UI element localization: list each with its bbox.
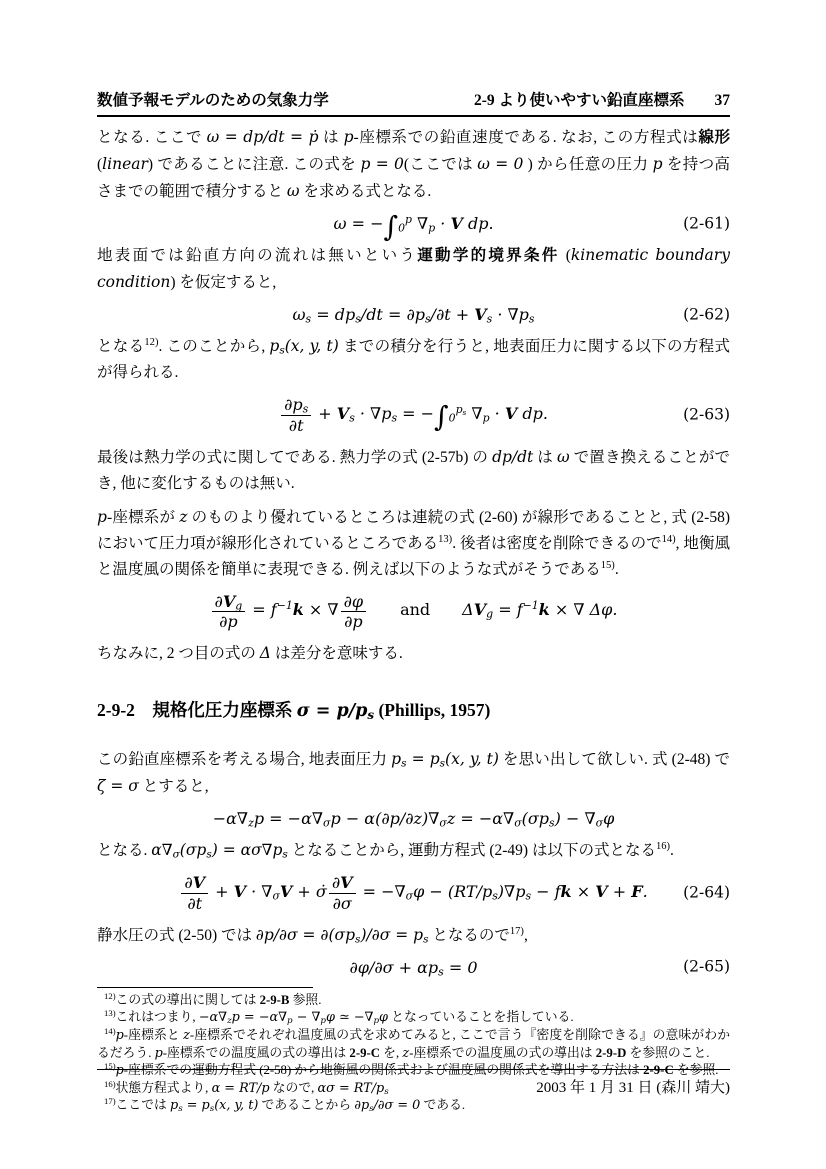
paragraph: となる$^{12)}$. このことから, $p_s(x$, y, t) までの積分を行うと, 地表面圧力に関する以下の方程式が得られる. xyxy=(97,337,730,382)
header-book-title: 数値予報モデルのための気象力学 xyxy=(97,92,329,109)
equation xyxy=(97,809,730,828)
footnote: $^{12)}$この式の導出に関しては 2-9-B 参照. xyxy=(104,991,322,1007)
page-header xyxy=(97,88,730,117)
paragraph: となる. $\alpha\nabla_\sigma(\sigma p_s) = \alpha\sigma\nabla p_s$ となることから, 運動方程式 (2-49) は以下の式となる$^{16)}$. xyxy=(97,841,674,861)
footnote: $^{16)}$状態方程式より, α = RT/p なので, $\alpha\sigma = RT/p_s$ xyxy=(104,1079,389,1098)
equation xyxy=(97,873,730,912)
paragraph: 静水圧の式 (2-50) では $\partial p/\partial\sigma = \partial(\sigma p_s)/\partial\sigma = p_s$ となるので$^{17)}$, xyxy=(97,925,528,946)
paragraph: 最後は熱力学の式に関してである. 熱力学の式 (2-57b) の dp/dt は ω で置き換えることができ, 他に変化するものは無い. xyxy=(97,447,730,492)
equation xyxy=(97,958,730,977)
header-right xyxy=(474,88,730,110)
page-number: 37 xyxy=(714,92,730,109)
paragraph: ちなみに, 2 つ目の式の Δ は差分を意味する. xyxy=(97,644,403,663)
page-footer xyxy=(97,1069,730,1097)
equation xyxy=(97,210,730,243)
header-section-title: 2-9 より使いやすい鉛直座標系 xyxy=(473,92,685,109)
paragraph: となる. ここで ω = dp/dt = ṗ は p-座標系での鉛直速度である. なお, この方程式は線形 (linear) であることに注意. この式を p = 0(ここでは ω = 0 ) から任意の圧力 p を持つ高さまでの範囲で積分すると ω を求める式となる. xyxy=(97,128,731,200)
footnote-separator-rule xyxy=(97,987,313,988)
paragraph: p-座標系が z のものより優れているところは連続の式 (2-60) が線形であることと, 式 (2-58) において圧力項が線形化されているところである$^{13)}$. 後者は密度を削除できるので$^{14)}$, 地衡風と温度風の関係を簡単に表現できる. 例えば以下のような式がそうである$^{15)}$. xyxy=(97,507,730,578)
equation-body: $\frac{\partial V_g}{\partial p}$ = $f^{-1}k$ × ∇ $\frac{\partial\varphi}{\partial p}$ and $\Delta V_g = f^{-1}k$ × ∇ Δφ. xyxy=(210,600,618,619)
footnote: $^{17)}$ここでは $p_s = p_s(x$, y, t) であることから $\partial p_s/\partial\sigma = 0$ である. xyxy=(104,1096,466,1115)
equation-body: $\omega = -\int_0^p$ $\nabla_p \cdot V$ dp. xyxy=(333,210,494,243)
equation-number: (2-62) xyxy=(683,305,730,324)
equation xyxy=(97,305,730,324)
equation-number: (2-65) xyxy=(683,957,730,976)
equation xyxy=(97,592,730,631)
section-heading: 2-9-2 規格化圧力座標系 $\sigma = p/p_s$ (Phillips, 1957) xyxy=(97,700,491,723)
footnote: $^{13)}$これはつまり, $-\alpha\nabla_zp = -\alpha\nabla_p - \nabla_p\varphi$ ≃ $-\nabla_p\varphi$ となっていることを指している. xyxy=(104,1008,574,1027)
document-body xyxy=(97,124,730,977)
equation-number: (2-61) xyxy=(683,214,730,233)
equation-number: (2-63) xyxy=(683,405,730,424)
footnote: $^{15)}$p-座標系での運動方程式 (2-58) から地衡風の関係式および温度風の関係式を導出する方法は 2-9-C を参照. xyxy=(104,1061,719,1079)
equation-body: $\omega_s = dp_s/dt = \partial p_s/\partial t + V_s \cdot \nabla p_s$ xyxy=(292,305,535,326)
equation-number: (2-64) xyxy=(683,883,730,902)
paragraph: この鉛直座標系を考える場合, 地表面圧力 $p_s = p_s(x$, y, t) を思い出して欲しい. 式 (2-48) で ζ = σ とすると, xyxy=(97,750,730,796)
equation-body: $-\alpha\nabla_zp = -\alpha\nabla_\sigma p - \alpha(\partial p/\partial z)\nabla_\sigma z = -\alpha\nabla_\sigma(\sigma p_s) - \nabla_\sigma\varphi$ xyxy=(212,809,615,830)
paragraph: 地表面では鉛直方向の流れは無いという運動学的境界条件 (kinematic boundary condition) を仮定すると, xyxy=(97,246,730,292)
equation-body: $\partial\varphi/\partial\sigma + \alpha p_s = 0$ xyxy=(349,957,478,979)
footnote: $^{14)}$p-座標系と z-座標系でそれぞれ温度風の式を求めてみると, ここで言う『密度を削除できる』の意味がわかるだろう. p-座標系での温度風の式の導出は 2-9-C を, z-座標系での温度風の式の導出は 2-9-D を参照のこと. xyxy=(97,1026,730,1061)
footer-date-author: 2003 年 1 月 31 日 (森川 靖大) xyxy=(536,1080,730,1096)
equation-body: $\frac{\partial p_s}{\partial t}$ + $V_s \cdot \nabla p_s = -\int_0^{p_s}$ $\nabla_p \cdot V$ dp. xyxy=(279,404,548,423)
equation-body: $\frac{\partial V}{\partial t}$ + $V \cdot \nabla_\sigma V$ + σ̇ $\frac{\partial V}{\partial\sigma}$ = $-\nabla_\sigma\varphi - (RT/p_s)\nabla p_s$ − fk × V + F. xyxy=(179,882,647,901)
equation xyxy=(97,395,730,434)
